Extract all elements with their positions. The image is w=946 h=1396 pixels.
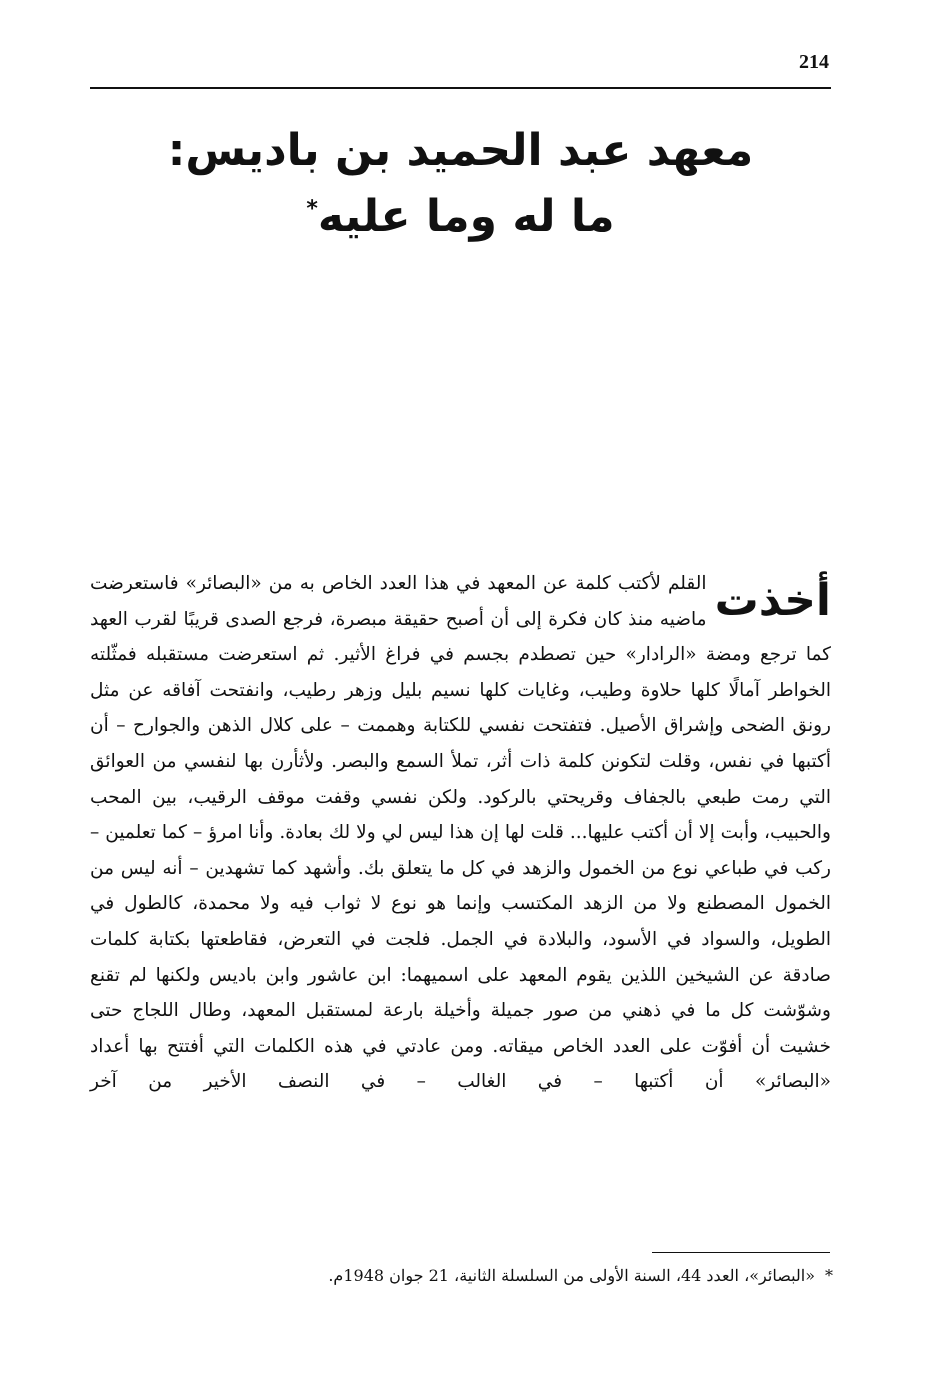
page-number: 214 [799,51,829,73]
footnote [193,1264,833,1288]
title-line-2-text: ما له وما عليه [317,191,615,242]
title-footnote-marker: * [306,196,318,222]
title-line-2 [90,184,831,250]
footnote-rule [652,1252,830,1253]
article-paragraph: القلم لأكتب كلمة عن المعهد في هذا العدد الخاص به من «البصائر» فاستعرضت ماضيه منذ كان فكرة إلى أن أصبح حقيقة مبصرة، فرجع الصدى قريبًا لقرب العهد كما ترجع ومضة «الرادار» حين تصطدم بجسم في فراغ الأثير. ثم استعرضت مستقبله فمثّلته الخواطر آمالًا كلها حلاوة وطيب، وغايات كلها نسيم بليل وزهر رطيب، وانفتحت آفاقه عن مثل رونق الضحى وإشراق الأصيل. فتفتحت نفسي للكتابة وهممت – على كلال الذهن والجوارح – أن أكتبها في نفس، وقلت لتكونن كلمة ذات أثر، تملأ السمع والبصر. ولأثأرن بها لنفسي من العوائق التي رمت طبعي بالجفاف وقريحتي بالركود. ولكن نفسي وقفت موقف الرقيب، بين المحب والحبيب، وأبت إلا أن أكتب عليها... قلت لها إن هذا ليس لي ولا لك بعادة. وأنا امرؤ – كما تعلمين – ركب في طباعي نوع من الخمول والزهد في كل ما يتعلق بك. وأشهد كما تشهدين – أنه ليس من الخمول المصطنع ولا من الزهد المكتسب وإنما هو نوع لا ثواب فيه ولا محمدة، كالطول في الطويل، والسواد في الأسود، والبلادة في الجمل. فلجت في التعرض، فقاطعتها بكتابة كلمات صادقة عن الشيخين اللذين يقوم المعهد على اسميهما: ابن عاشور وابن باديس ولكنها لم تقنع وشوّشت كل ما في ذهني من صور جميلة وأخيلة بارعة لمستقبل المعهد، وطال اللجاج حتى خشيت أن أفوّت على العدد الخاص ميقاته. ومن عادتي في هذه الكلمات التي أفتتح بها أعداد «البصائر» أن أكتبها – في الغالب – في النصف الأخير من آخر [90,573,831,1093]
lead-word: أخذت [714,575,831,626]
footnote-text: «البصائر»، العدد 44، السنة الأولى من السلسلة الثانية، 21 جوان 1948م. [328,1266,815,1285]
footnote-marker: * [825,1266,833,1285]
title-line-1: معهد عبد الحميد بن باديس: [167,125,754,176]
article-body [90,566,831,1100]
header-rule [90,87,831,89]
article-title [90,118,831,250]
